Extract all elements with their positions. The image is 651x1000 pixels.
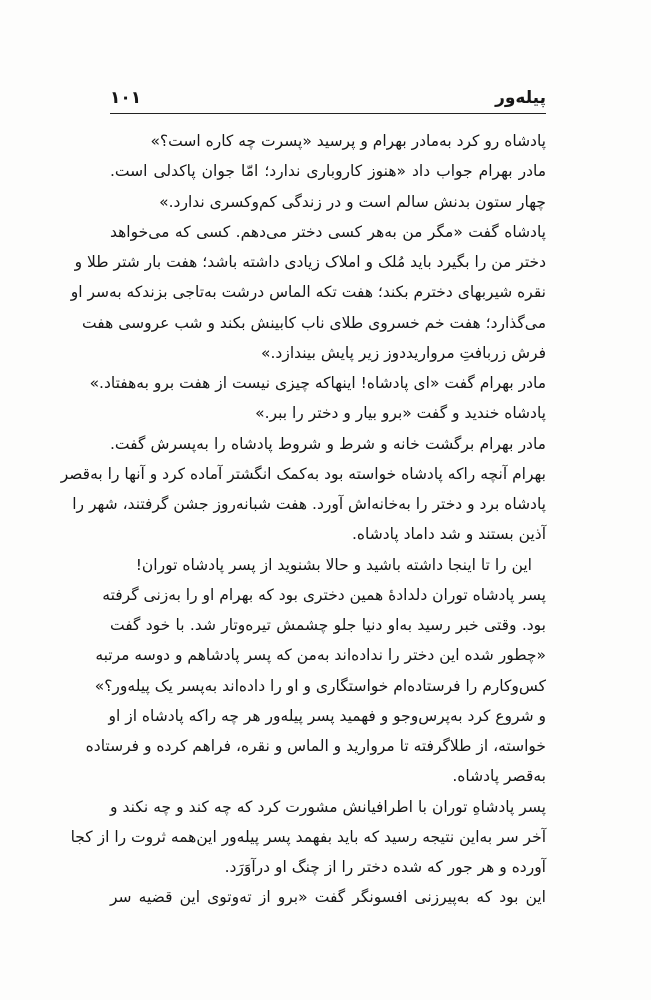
text-line: مادر بهرام گفت «ای پادشاه! اینهاکه چیزی نیست از هفت برو به‌هفتاد.» xyxy=(89,374,546,392)
text-line: به‌قصر پادشاه. xyxy=(452,767,546,786)
text-line: بهرام آنچه راکه پادشاه خواسته بود به‌کمک انگشتر آماده کرد و آنها را به‌قصر xyxy=(60,464,546,483)
text-line: پادشاه گفت «مگر من به‌هر کسی دختر می‌دهم. کسی که می‌خواهد xyxy=(110,222,546,241)
text-line: و شروع کرد به‌پرس‌وجو و فهمید پسر پیله‌ور هر چه راکه پادشاه از او xyxy=(108,706,546,725)
text-line: پادشاه خندید و گفت «برو بیار و دختر را ببر.» xyxy=(255,404,546,423)
text-line: مادر بهرام برگشت خانه و شرط و شروط پادشاه را به‌پسرش گفت. xyxy=(110,434,546,453)
running-header xyxy=(110,88,546,112)
text-line: پادشاه رو کرد به‌مادر بهرام و پرسید «پسرت چه کاره است؟» xyxy=(150,132,546,150)
text-line: آخر سر به‌این نتیجه رسید که باید بفهمد پسر پیله‌ور این‌همه ثروت را از کجا xyxy=(70,827,546,846)
book-title: پیله‌ور xyxy=(495,88,546,108)
text-line: خواسته، از طلاگرفته تا مروارید و الماس و نقره، فراهم کرده و فرستاده xyxy=(85,737,546,755)
text-line: آذین بستند و شد داماد پادشاه. xyxy=(351,525,546,544)
text-line: می‌گذارد؛ هفت خم خسروی طلای ناب کابینش بکند و شب عروسی هفت xyxy=(82,313,546,332)
text-line: آورده و هر جور که شده دختر را از چنگ او درآوَرَد. xyxy=(224,858,546,876)
text-line: چهار ستون بدنش سالم است و در زندگی کم‌وکسری ندارد.» xyxy=(159,192,546,211)
page-number: ۱۰۱ xyxy=(110,88,142,108)
text-line: فرش زربافتِ مرواریددوز زیر پایش بیندازد.» xyxy=(261,343,546,362)
text-line: نقره شیربهای دخترم بکند؛ هفت تکه الماس درشت به‌تاجی بزندکه به‌سر او xyxy=(70,283,546,302)
text-line: این بود که به‌پیرزنی افسونگر گفت «برو از تەوتوی این قضیه سر xyxy=(110,888,546,907)
text-line: مادر بهرام جواب داد «هنوز کاروباری ندارد؛ امّا جوان پاکدلی است. xyxy=(110,162,546,181)
text-line: این را تا اینجا داشته باشید و حالا بشنوید از پسر پادشاه توران! xyxy=(135,555,532,574)
text-line: پادشاه برد و دختر را به‌خانه‌اش آورد. هفت شبانه‌روز جشن گرفتند، شهر را xyxy=(72,495,546,513)
text-line: بود. وقتی خبر رسید به‌او دنیا جلو چشمش تیره‌وتار شد. با خود گفت xyxy=(110,616,546,634)
text-line: پسر پادشاهِ توران با اطرافیانش مشورت کرد که چه کند و چه نکند و xyxy=(110,797,546,816)
text-line: پسر پادشاه توران دلدادهٔ همین دختری بود که بهرام او را به‌زنی گرفته xyxy=(102,585,546,604)
text-line: «چطور شده این دختر را نداده‌اند به‌من که پسر پادشاهم و دوسه مرتبه xyxy=(95,646,546,665)
body-text xyxy=(60,126,546,913)
text-line: کس‌وکارم را فرستاده‌ام خواستگاری و او را داده‌اند به‌پسر یک پیله‌ور؟» xyxy=(94,676,546,695)
header-rule xyxy=(110,113,546,114)
text-line: دختر من را بگیرد باید مُلک و املاک زیادی داشته باشد؛ هفت بار شتر طلا و xyxy=(74,253,546,271)
